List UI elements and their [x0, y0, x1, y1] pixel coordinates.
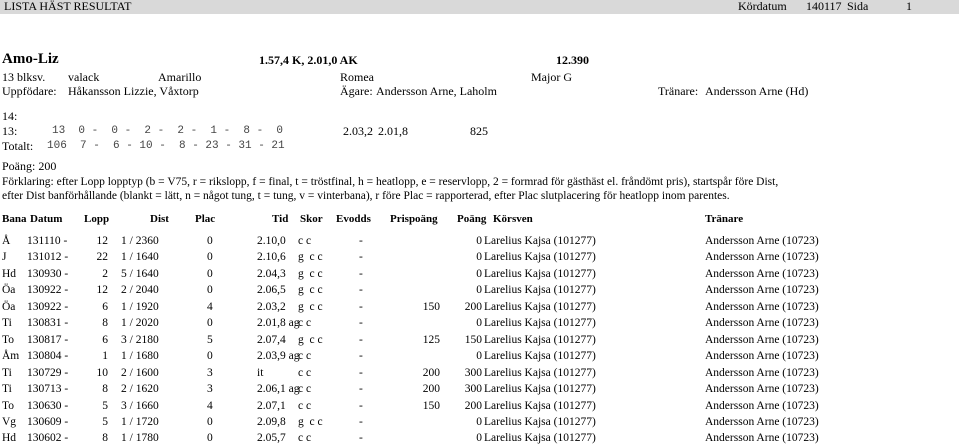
cell-bana: Ti: [2, 366, 12, 379]
points-summary: Poäng: 200: [2, 159, 57, 173]
breeder-value: Håkansson Lizzie, Våxtorp: [68, 84, 199, 98]
cell-skor: c c: [298, 399, 312, 412]
cell-bana: Ti: [2, 317, 12, 330]
column-header-prispoäng: Prispoäng: [390, 213, 438, 225]
cell-tranare: Andersson Arne (10723): [705, 399, 819, 412]
cell-pris: 125: [422, 333, 440, 346]
cell-tranare: Andersson Arne (10723): [705, 267, 819, 280]
cell-tid: it: [257, 366, 264, 379]
cell-poang: 150: [464, 333, 482, 346]
breeder-label: Uppfödare:: [2, 84, 57, 98]
cell-tid: 2.06,5: [257, 284, 286, 297]
cell-datum: 130609 -: [27, 415, 69, 428]
cell-lopp: 8: [102, 432, 108, 445]
cell-korsven: Larelius Kajsa (101277): [484, 366, 596, 379]
cell-dist: 2 / 2040: [121, 284, 159, 297]
cell-bana: Öa: [2, 300, 16, 313]
cell-dist: 5 / 1640: [121, 267, 159, 280]
cell-tid: 2.05,7: [257, 432, 286, 445]
cell-evodds: -: [359, 235, 363, 247]
column-header-poäng: Poäng: [457, 213, 487, 225]
cell-bana: Å: [2, 235, 11, 247]
cell-tid: 2.10,6: [257, 251, 286, 264]
cell-lopp: 5: [102, 399, 108, 412]
cell-evodds: -: [359, 350, 363, 363]
cell-poang: 0: [476, 284, 482, 297]
page-label: Sida: [847, 0, 869, 13]
cell-tid: 2.10,0: [257, 235, 286, 247]
cell-datum: 130729 -: [27, 366, 69, 379]
cell-dist: 1 / 1640: [121, 251, 159, 264]
cell-dist: 2 / 1600: [121, 366, 159, 379]
cell-lopp: 2: [102, 267, 108, 280]
column-header-evodds: Evodds: [336, 213, 371, 225]
cell-bana: Åm: [2, 350, 20, 363]
column-header-körsven: Körsven: [493, 213, 533, 225]
stats-year-13-earnings: 825: [470, 124, 488, 138]
explanation-line-1: Förklaring: efter Lopp lopptyp (b = V75, r = rikslopp, f = final, t = tröstfinal, h = heatlopp, e = reservlopp, 2 = formrad för gästhäst el. fråndömt pris), startspår före Dist,: [2, 176, 779, 188]
cell-lopp: 1: [102, 350, 108, 363]
cell-skor: g c c: [298, 415, 323, 428]
cell-tid: 2.07,1: [257, 399, 286, 412]
column-header-tid: Tid: [272, 213, 289, 225]
cell-poang: 200: [464, 300, 482, 313]
cell-skor: c c: [298, 432, 312, 445]
cell-bana: Öa: [2, 284, 16, 297]
cell-dist: 2 / 1620: [121, 383, 159, 396]
cell-bana: Hd: [2, 432, 17, 445]
cell-poang: 0: [476, 415, 482, 428]
cell-evodds: -: [359, 399, 363, 412]
cell-evodds: -: [359, 317, 363, 330]
cell-tranare: Andersson Arne (10723): [705, 333, 819, 346]
cell-datum: 130831 -: [27, 317, 69, 330]
cell-dist: 1 / 2020: [121, 317, 159, 330]
cell-tranare: Andersson Arne (10723): [705, 415, 819, 428]
cell-korsven: Larelius Kajsa (101277): [484, 267, 596, 280]
cell-dist: 1 / 1680: [121, 350, 159, 363]
cell-evodds: -: [359, 267, 363, 280]
cell-datum: 130930 -: [27, 267, 69, 280]
cell-plac: 4: [207, 399, 213, 412]
horse-dam: Romea: [340, 70, 374, 84]
cell-korsven: Larelius Kajsa (101277): [484, 432, 596, 445]
cell-plac: 0: [207, 432, 213, 445]
cell-evodds: -: [359, 300, 363, 313]
horse-age-color: 13 blksv.: [2, 70, 46, 84]
horse-sire: Amarillo: [158, 70, 202, 84]
cell-korsven: Larelius Kajsa (101277): [484, 284, 596, 297]
cell-bana: J: [2, 251, 7, 264]
cell-korsven: Larelius Kajsa (101277): [484, 300, 596, 313]
cell-skor: c c: [298, 235, 312, 247]
cell-poang: 0: [476, 267, 482, 280]
cell-skor: c c: [298, 366, 312, 379]
cell-skor: g c c: [298, 300, 323, 313]
cell-bana: To: [2, 399, 14, 412]
cell-lopp: 6: [102, 333, 108, 346]
cell-skor: c c: [298, 350, 312, 363]
cell-tranare: Andersson Arne (10723): [705, 235, 819, 247]
cell-plac: 3: [207, 383, 213, 396]
cell-korsven: Larelius Kajsa (101277): [484, 251, 596, 264]
stats-year-13-values: 13 0 - 0 - 2 - 2 - 1 - 8 - 0: [52, 125, 284, 137]
cell-pris: 200: [422, 383, 440, 396]
cell-tid: 2.06,1 ag: [257, 383, 300, 396]
cell-plac: 0: [207, 267, 213, 280]
cell-plac: 5: [207, 333, 213, 346]
cell-datum: 131110 -: [27, 235, 68, 247]
cell-plac: 0: [207, 251, 213, 264]
cell-poang: 300: [464, 383, 482, 396]
cell-poang: 200: [464, 399, 482, 412]
cell-evodds: -: [359, 284, 363, 297]
cell-skor: g c c: [298, 267, 323, 280]
cell-bana: Ti: [2, 383, 12, 396]
cell-pris: 200: [422, 366, 440, 379]
horse-earnings: 12.390: [556, 53, 589, 67]
cell-plac: 0: [207, 317, 213, 330]
cell-datum: 130922 -: [27, 284, 69, 297]
column-header-bana: Bana: [2, 213, 27, 225]
cell-dist: 3 / 2180: [121, 333, 159, 346]
column-header-dist: Dist: [150, 213, 169, 225]
cell-tranare: Andersson Arne (10723): [705, 317, 819, 330]
cell-skor: g c c: [298, 284, 323, 297]
cell-poang: 0: [476, 350, 482, 363]
cell-dist: 1 / 1720: [121, 415, 159, 428]
column-header-skor: Skor: [300, 213, 323, 225]
cell-lopp: 12: [96, 284, 108, 297]
cell-datum: 130817 -: [27, 333, 69, 346]
report-title: LISTA HÄST RESULTAT: [4, 0, 132, 13]
cell-plac: 0: [207, 284, 213, 297]
cell-lopp: 8: [102, 383, 108, 396]
cell-lopp: 5: [102, 415, 108, 428]
cell-datum: 130713 -: [27, 383, 69, 396]
cell-tranare: Andersson Arne (10723): [705, 366, 819, 379]
cell-poang: 0: [476, 317, 482, 330]
cell-tranare: Andersson Arne (10723): [705, 350, 819, 363]
cell-evodds: -: [359, 366, 363, 379]
cell-plac: 0: [207, 415, 213, 428]
cell-tranare: Andersson Arne (10723): [705, 432, 819, 445]
cell-pris: 150: [422, 300, 440, 313]
owner-label: Ägare:: [340, 84, 373, 98]
cell-tranare: Andersson Arne (10723): [705, 251, 819, 264]
cell-korsven: Larelius Kajsa (101277): [484, 235, 596, 247]
cell-plac: 3: [207, 366, 213, 379]
cell-plac: 0: [207, 235, 213, 247]
cell-evodds: -: [359, 333, 363, 346]
horse-name: Amo-Liz: [2, 51, 59, 67]
trainer-label: Tränare:: [658, 84, 699, 98]
explanation-line-2: efter Dist banförhållande (blankt = lätt, n = något tung, t = tung, v = vinterbana), r före Plac = rapporterad, efter Plac slutplacering för heatlopp inom parentes.: [2, 190, 730, 202]
cell-tid: 2.03,9 ag: [257, 350, 300, 363]
cell-poang: 0: [476, 251, 482, 264]
cell-evodds: -: [359, 383, 363, 396]
cell-pris: 150: [422, 399, 440, 412]
stats-year-13-record: 2.01,8: [378, 124, 408, 138]
cell-evodds: -: [359, 251, 363, 264]
column-header-plac: Plac: [195, 213, 216, 225]
cell-tid: 2.07,4: [257, 333, 286, 346]
owner-value: Andersson Arne, Laholm: [376, 84, 497, 98]
column-header-tränare: Tränare: [705, 213, 744, 225]
cell-tid: 2.03,2: [257, 300, 286, 313]
cell-plac: 4: [207, 300, 213, 313]
horse-dam-sire: Major G: [531, 70, 572, 84]
horse-sex: valack: [68, 70, 100, 84]
cell-lopp: 22: [96, 251, 108, 264]
cell-skor: g c c: [298, 251, 323, 264]
run-date-value: 140117: [806, 0, 842, 13]
cell-bana: To: [2, 333, 14, 346]
cell-skor: g c c: [298, 333, 323, 346]
stats-total-values: 106 7 - 6 - 10 - 8 - 23 - 31 - 21: [47, 140, 285, 152]
cell-dist: 1 / 1780: [121, 432, 159, 445]
cell-datum: 130630 -: [27, 399, 69, 412]
cell-evodds: -: [359, 415, 363, 428]
cell-poang: 300: [464, 366, 482, 379]
cell-datum: 130602 -: [27, 432, 69, 445]
cell-korsven: Larelius Kajsa (101277): [484, 383, 596, 396]
cell-plac: 0: [207, 350, 213, 363]
stats-year-13-best-time: 2.03,2: [343, 124, 373, 138]
cell-bana: Vg: [2, 415, 17, 428]
cell-evodds: -: [359, 432, 363, 445]
cell-korsven: Larelius Kajsa (101277): [484, 399, 596, 412]
cell-bana: Hd: [2, 267, 17, 280]
cell-datum: 131012 -: [27, 251, 69, 264]
trainer-value: Andersson Arne (Hd): [705, 84, 809, 98]
cell-tranare: Andersson Arne (10723): [705, 383, 819, 396]
cell-korsven: Larelius Kajsa (101277): [484, 317, 596, 330]
cell-lopp: 8: [102, 317, 108, 330]
cell-skor: c c: [298, 383, 312, 396]
cell-tid: 2.09,8: [257, 415, 286, 428]
cell-lopp: 10: [96, 366, 108, 379]
cell-poang: 0: [476, 235, 482, 247]
cell-datum: 130922 -: [27, 300, 69, 313]
cell-korsven: Larelius Kajsa (101277): [484, 333, 596, 346]
cell-korsven: Larelius Kajsa (101277): [484, 350, 596, 363]
cell-tid: 2.04,3: [257, 267, 286, 280]
cell-skor: c c: [298, 317, 312, 330]
cell-dist: 1 / 1920: [121, 300, 159, 313]
cell-dist: 3 / 1660: [121, 399, 159, 412]
stats-total-label: Totalt:: [2, 139, 34, 153]
cell-poang: 0: [476, 432, 482, 445]
cell-datum: 130804 -: [27, 350, 69, 363]
column-header-lopp: Lopp: [84, 213, 110, 225]
cell-tranare: Andersson Arne (10723): [705, 300, 819, 313]
column-header-datum: Datum: [30, 213, 63, 225]
cell-lopp: 12: [96, 235, 108, 247]
stats-year-14-label: 14:: [2, 109, 18, 123]
cell-dist: 1 / 2360: [121, 235, 159, 247]
cell-korsven: Larelius Kajsa (101277): [484, 415, 596, 428]
run-date-label: Kördatum: [738, 0, 787, 13]
stats-year-13-label: 13:: [2, 124, 18, 138]
cell-tranare: Andersson Arne (10723): [705, 284, 819, 297]
cell-lopp: 6: [102, 300, 108, 313]
page-number: 1: [906, 0, 912, 13]
cell-tid: 2.01,8 ag: [257, 317, 300, 330]
horse-record: 1.57,4 K, 2.01,0 AK: [259, 53, 358, 67]
